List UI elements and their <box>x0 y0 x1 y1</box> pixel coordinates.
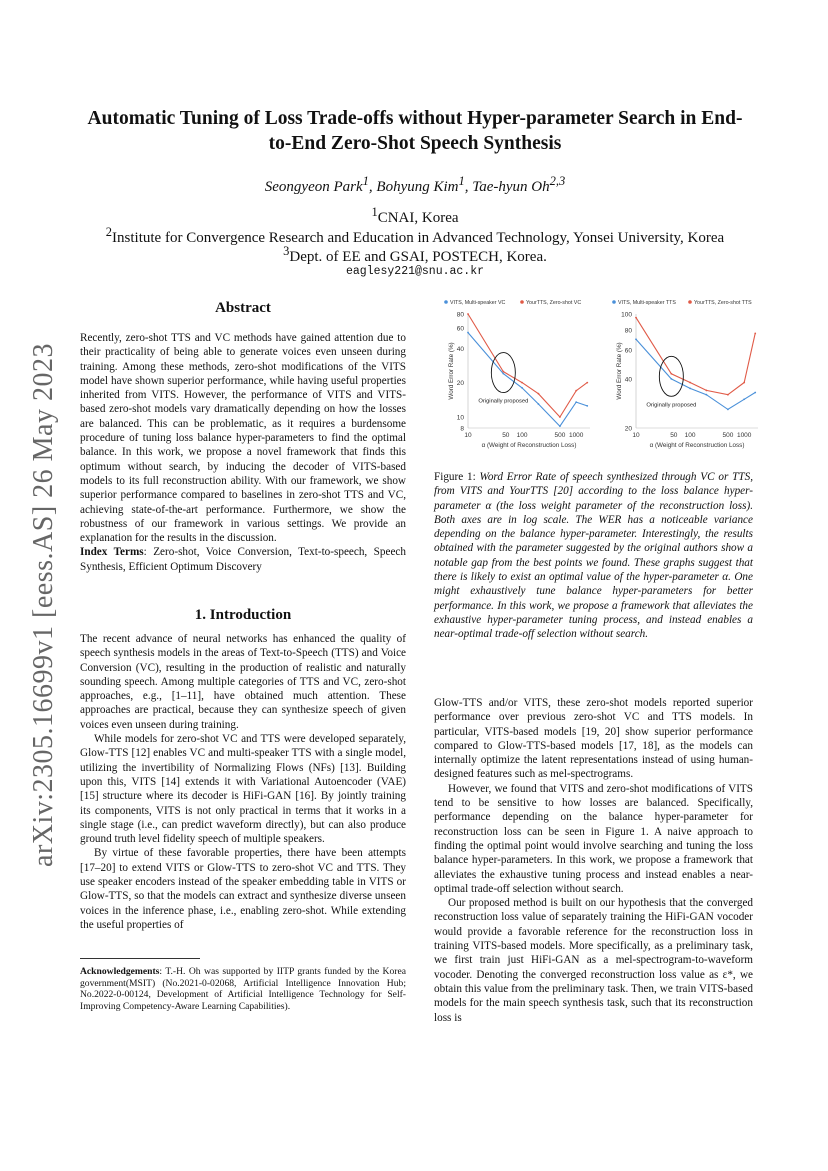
x-tick-label: 500 <box>554 432 566 439</box>
data-point <box>537 403 539 405</box>
index-terms <box>80 545 406 574</box>
author-name: Bohyung Kim <box>376 179 459 195</box>
author-list: Seongyeon Park$^1$, Bohyung Kim$^1$, Tae-hyun Oh$^{2,3}$ <box>264 174 566 195</box>
affiliation-mark: 2 <box>105 225 113 239</box>
footnote-rule <box>80 958 200 959</box>
paragraph: The recent advance of neural networks has enhanced the quality of speech synthesis models in the areas of Text-to-Speech (TTS) and Voice Conversion (VC), resulting in the production of realistic and naturally sounding speech. Among multiple categories of TTS and VC, zero-shot approaches, e.g., [1–11], have obtained much attention. These approaches are practical, because they can synthesize speech of given voices even unseen during training. <box>80 633 406 731</box>
series-line <box>636 339 755 409</box>
data-point <box>689 387 691 389</box>
data-point <box>559 416 561 418</box>
annotation-ellipse <box>659 356 683 396</box>
y-tick-label: 20 <box>624 425 632 433</box>
x-tick-label: 500 <box>722 432 734 439</box>
author-affiliation-mark: 1 <box>458 174 465 188</box>
affiliation-3 <box>60 244 770 266</box>
paper-title: Automatic Tuning of Loss Trade-offs without Hyper-parameter Search in End-to-End Zero-Shot Speech Synthesis <box>87 108 743 154</box>
abstract-heading: Abstract <box>215 300 271 316</box>
y-axis-label: Word Error Rate (%) <box>616 342 623 400</box>
data-point <box>575 390 577 392</box>
y-tick-label: 80 <box>624 327 632 335</box>
introduction-body <box>80 632 406 932</box>
annotation-label: Originally proposed <box>646 402 697 409</box>
x-tick-label: 50 <box>670 432 678 439</box>
acknowledgements-text: : T.-H. Oh was supported by IITP grants funded by the Korea government(MSIT) (No.2021-0-02068, Artificial Intelligence Innovation Hub; No.2022-0-00124, Development of Artificial Intelligence Technology for Self-Improving Competency-Aware Learning Capabilities). <box>80 966 406 1012</box>
legend-label: VITS, Multi-speaker VC <box>450 300 506 306</box>
index-terms-text: : Zero-shot, Voice Conversion, Text-to-speech, Speech Synthesis, Efficient Optimum Discovery <box>80 546 406 573</box>
data-point <box>727 409 729 411</box>
data-point <box>743 398 745 400</box>
y-tick-label: 40 <box>624 376 632 384</box>
legend-label: YourTTS, Zero-shot VC <box>526 300 582 306</box>
y-tick-label: 40 <box>456 345 464 353</box>
arxiv-id: arXiv:2305.16699v1 [eess.AS] 26 May 2023 <box>28 343 59 867</box>
y-tick-label: 80 <box>456 311 464 319</box>
arxiv-side-stamp <box>24 345 64 865</box>
x-tick-label: 100 <box>516 432 528 439</box>
y-tick-label: 100 <box>621 311 632 319</box>
x-axis-label: α (Weight of Reconstruction Loss) <box>481 442 577 449</box>
legend-label: YourTTS, Zero-shot TTS <box>694 300 752 306</box>
series-line <box>468 333 587 427</box>
y-tick-label: 10 <box>456 414 464 422</box>
paragraph: By virtue of these favorable properties, there have been attempts [17–20] to extend VITS or Glow-TTS to zero-shot VC and TTS. They use speaker encoders instead of the speaker embedding table in VITS or Glow-TTS, so that the models can extract and synthesize diverse unseen voices in the inference phase, i.e., enabling zero-shot. While extending the useful properties of <box>80 847 406 931</box>
data-point <box>705 390 707 392</box>
affiliation-text: Institute for Convergence Research and Education in Advanced Technology, Yonsei University, Korea <box>112 230 725 246</box>
x-tick-label: 10 <box>632 432 640 439</box>
author-affiliation-mark: 1 <box>362 174 369 188</box>
abstract-body <box>80 331 406 574</box>
affiliation-mark: 3 <box>283 244 290 258</box>
acknowledgements-label: Acknowledgements <box>80 966 160 977</box>
affiliation-1 <box>60 205 770 227</box>
data-point <box>754 392 756 394</box>
y-tick-label: 20 <box>456 380 464 388</box>
figure-caption <box>434 470 753 642</box>
data-point <box>559 425 561 427</box>
affiliation-text: CNAI, Korea <box>377 210 459 226</box>
author-name: Tae-hyun Oh <box>472 179 550 195</box>
wer-vc-chart <box>432 296 597 456</box>
data-point <box>521 387 523 389</box>
data-point <box>575 401 577 403</box>
legend-marker <box>444 300 448 304</box>
contact-email[interactable]: eaglesy221@snu.ac.kr <box>345 265 485 278</box>
x-tick-label: 100 <box>684 432 696 439</box>
data-point <box>670 378 672 380</box>
data-point <box>586 405 588 407</box>
figure-caption-text: Word Error Rate of speech synthesized through VC or TTS, from VITS and YourTTS [20] according to the loss balance hyper-parameter α (the loss weight parameter of the reconstruction loss). Both axes are in log scale. The WER has a noticeable variance depending on the balance hyper-parameter. Interestingly, the results obtained with the parameter suggested by the original authors show a notable gap from the best points we found. These graphs suggest that there is likely to exist an optimal value of the hyper-parameter α. One might exhaustively tune balance hyper-parameters for better performance. In this work, we propose a framework that alleviates the exhaustive hyper-parameter tuning process, and instead enables a near-optimal trade-off selection without search. <box>434 471 753 641</box>
abstract-text: Recently, zero-shot TTS and VC methods have gained attention due to their practicality of being able to generate voices even unseen during training. Among these methods, zero-shot modifications of the VITS model have shown superior performance, while having useful properties inherited from VITS. However, the performance of VITS and VITS-based zero-shot models vary dramatically depending on how the losses are balanced. This can be problematic, as it requires a burdensome procedure of tuning loss balance hyper-parameters to find the optimal balance. In this work, we propose a novel framework that finds this optimum without search, by inducing the decoder of VITS-based models to its full reconstruction ability. With our framework, we show superior performance compared to baselines in zero-shot TTS and VC, achieving state-of-the-art performance. Furthermore, we show the robustness of our framework in various settings. We provide an explanation for the results in the discussion. <box>80 332 406 545</box>
index-terms-label: Index Terms <box>80 546 144 559</box>
legend-label: VITS, Multi-speaker TTS <box>618 300 676 306</box>
affiliation-mark: 1 <box>371 205 378 219</box>
data-point <box>586 382 588 384</box>
paragraph: Glow-TTS and/or VITS, these zero-shot models reported superior performance over previous zero-shot VC and TTS models. In particular, VITS-based models [19, 20] show superior performance compared to Glow-TTS-based models [17, 18], as the models can internally optimize the latent representations instead of using human-designed features such as mel-spectrograms. <box>434 697 753 781</box>
y-tick-label: 60 <box>624 347 632 355</box>
data-point <box>727 394 729 396</box>
affiliation-text: Dept. of EE and GSAI, POSTECH, Korea. <box>289 249 547 265</box>
y-tick-label: 8 <box>460 425 464 433</box>
annotation-label: Originally proposed <box>478 398 529 405</box>
data-point <box>705 394 707 396</box>
author-name: Seongyeon Park <box>264 179 363 195</box>
data-point <box>754 333 756 335</box>
section-heading-introduction: 1. Introduction <box>194 607 292 623</box>
legend-marker <box>612 300 616 304</box>
x-axis-label: α (Weight of Reconstruction Loss) <box>649 442 745 449</box>
x-tick-label: 50 <box>502 432 510 439</box>
paragraph: However, we found that VITS and zero-shot modifications of VITS tend to be sensitive to how losses are balanced. Specifically, performance depending on the balance hyper-parameter for reconstruction loss can be seen in Figure 1. A naive approach to finding the optimal point would involve searching and tuning the loss balance hyper-parameters. In this work, we propose a framework that alleviates the exhaustive tuning process and instead enables a near-optimal trade-off selection without search. <box>434 782 753 895</box>
data-point <box>635 338 637 340</box>
data-point <box>502 373 504 375</box>
annotation-ellipse <box>491 353 515 393</box>
x-tick-label: 10 <box>464 432 472 439</box>
x-tick-label: 1000 <box>736 432 752 439</box>
data-point <box>689 382 691 384</box>
y-tick-label: 60 <box>456 325 464 333</box>
data-point <box>467 332 469 334</box>
data-point <box>537 393 539 395</box>
legend-marker <box>688 300 692 304</box>
data-point <box>670 373 672 375</box>
paragraph: While models for zero-shot VC and TTS were developed separately, Glow-TTS [12] enables VC and multi-speaker TTS with a single model, utilizing the invertibility of Normalizing Flows (NFs) [13]. Building upon this, VITS [14] extends it with Variational Autoencoder (VAE) [15] structure where its decoder is HiFi-GAN [16]. By jointly training its components, VITS is not only practical in terms that it works in a single stage (i.e., can predict waveform directly), but can also produce ground truth level fidelity speech of multiple speakers. <box>80 733 406 846</box>
data-point <box>502 371 504 373</box>
right-column-body <box>434 696 753 1025</box>
data-point <box>635 317 637 319</box>
series-line <box>636 318 755 395</box>
y-axis-label: Word Error Rate (%) <box>448 342 455 400</box>
figure-caption-label: Figure 1: <box>434 471 480 483</box>
data-point <box>743 382 745 384</box>
author-affiliation-mark: 2,3 <box>549 174 566 188</box>
x-tick-label: 1000 <box>568 432 584 439</box>
wer-tts-chart <box>600 296 765 456</box>
data-point <box>467 313 469 315</box>
data-point <box>521 382 523 384</box>
paragraph: Our proposed method is built on our hypothesis that the converged reconstruction loss value of separately training the HiFi-GAN vocoder would provide a favorable reference for the reconstruction loss in training VITS-based models. More specifically, as a preliminary task, we first train just HiFi-GAN as a mel-spectrogram-to-waveform vocoder. Denoting the converged reconstruction loss value as ε*, we obtain this value from the preliminary task. Then, we train VITS-based models for the main speech synthesis task, such that its reconstruction loss is <box>434 897 753 1024</box>
legend-marker <box>520 300 524 304</box>
acknowledgements <box>80 966 406 1012</box>
